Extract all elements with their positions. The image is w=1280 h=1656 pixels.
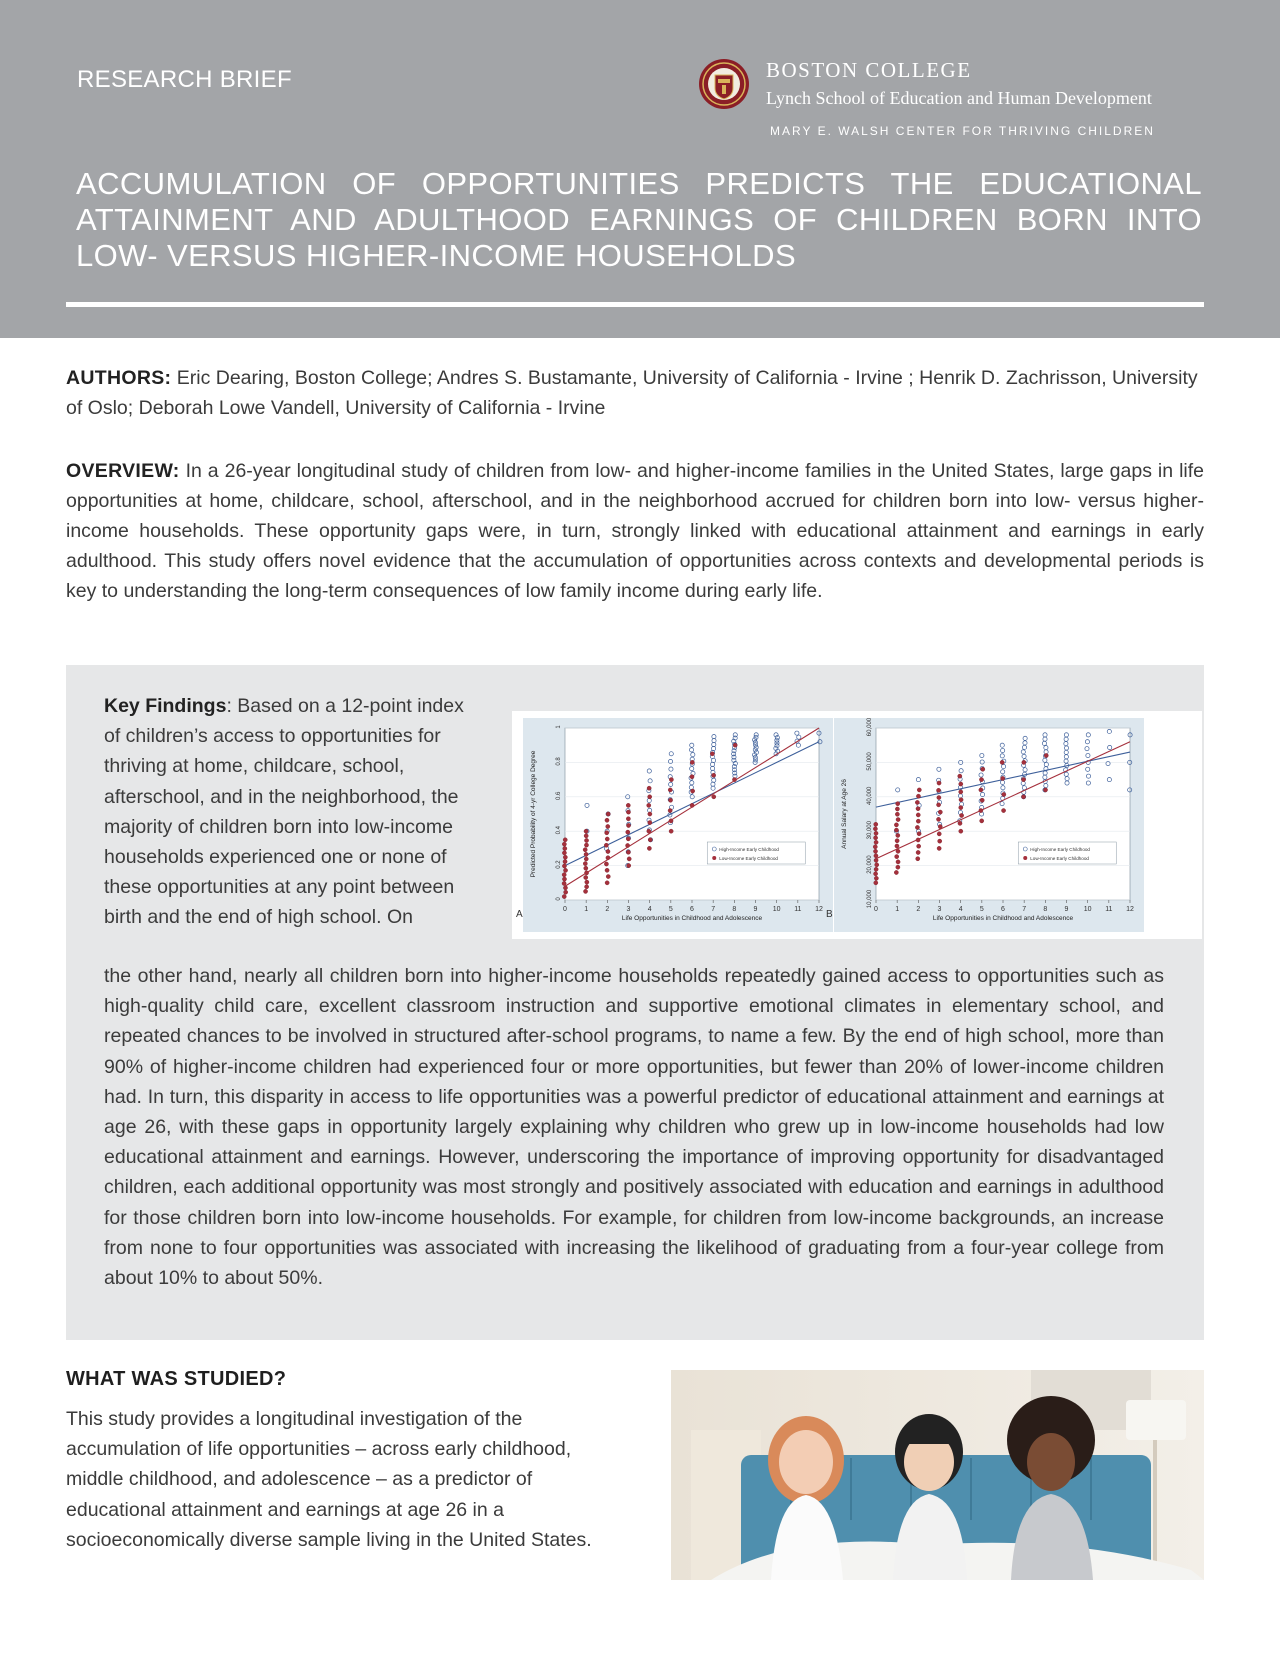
data-point-low-income	[959, 806, 963, 810]
data-point-low-income	[648, 821, 652, 825]
x-tick-label: 1	[895, 906, 900, 913]
data-point-low-income	[874, 881, 878, 885]
data-point-low-income	[627, 864, 631, 868]
data-point-low-income	[916, 857, 920, 861]
boston-college-seal-icon	[698, 58, 750, 110]
panel-b-letter: B	[826, 909, 833, 920]
legend-label: High-Income Early Childhood	[719, 847, 779, 852]
data-point-low-income	[1021, 778, 1025, 782]
data-point-low-income	[691, 789, 695, 793]
legend-marker	[712, 856, 716, 860]
data-point-low-income	[937, 795, 941, 799]
data-point-low-income	[626, 823, 630, 827]
data-point-low-income	[562, 873, 566, 877]
y-tick-label: 0.6	[556, 791, 562, 800]
data-point-low-income	[584, 829, 588, 833]
data-point-low-income	[1001, 808, 1005, 812]
data-point-low-income	[584, 843, 588, 847]
x-tick-label: 2	[916, 906, 921, 913]
data-point-low-income	[626, 803, 630, 807]
data-point-low-income	[626, 850, 630, 854]
key-findings-box	[66, 665, 1204, 1340]
data-point-low-income	[669, 778, 673, 782]
y-tick-label: 40,000	[867, 786, 873, 805]
data-point-low-income	[937, 781, 941, 785]
data-point-low-income	[648, 838, 652, 842]
data-point-low-income	[917, 832, 921, 836]
data-point-low-income	[563, 846, 567, 850]
data-point-low-income	[980, 819, 984, 823]
x-tick-label: 4	[647, 906, 652, 913]
data-point-low-income	[584, 834, 588, 838]
data-point-low-income	[875, 863, 879, 867]
header-band	[0, 0, 1280, 338]
data-point-low-income	[605, 837, 609, 841]
overview-paragraph: OVERVIEW: In a 26-year longitudinal study of children from low- and higher-income families in the United States, large gaps in life opportunities at home, childcare, school, afterschool, and in the neighborhood accrued for children born into low- versus higher-income households. These opportunity gaps were, in turn, strongly linked with educational attainment and earnings in early adulthood. This study offers novel evidence that the accumulation of opportunities across contexts and developmental periods is key to understanding the long-term consequences of low family income during early life.	[66, 460, 1204, 602]
data-point-low-income	[585, 885, 589, 889]
data-point-low-income	[937, 832, 941, 836]
plot-area	[565, 728, 819, 900]
data-point-low-income	[916, 807, 920, 811]
x-tick-label: 5	[668, 906, 673, 913]
panel-a-letter: A	[516, 909, 523, 920]
data-point-low-income	[648, 795, 652, 799]
data-point-low-income	[916, 819, 920, 823]
data-point-low-income	[647, 786, 651, 790]
x-tick-label: 11	[1105, 906, 1113, 913]
x-tick-label: 12	[815, 906, 823, 913]
chart-b	[834, 718, 1144, 932]
x-tick-label: 0	[874, 906, 878, 913]
y-tick-label: 0	[556, 897, 562, 901]
data-point-low-income	[895, 807, 899, 811]
data-point-low-income	[563, 838, 567, 842]
y-axis-label: Annual Salary at Age 26	[841, 779, 848, 849]
data-point-low-income	[979, 788, 983, 792]
data-point-low-income	[1022, 760, 1026, 764]
data-point-low-income	[562, 864, 566, 868]
data-point-low-income	[936, 788, 940, 792]
data-point-low-income	[668, 798, 672, 802]
data-point-low-income	[626, 810, 630, 814]
data-point-low-income	[584, 852, 588, 856]
data-point-low-income	[583, 848, 587, 852]
data-point-low-income	[583, 862, 587, 866]
y-tick-label: 0.4	[556, 826, 562, 835]
data-point-low-income	[584, 857, 588, 861]
data-point-low-income	[690, 775, 694, 779]
data-point-low-income	[604, 862, 608, 866]
key-findings-label: Key Findings	[104, 695, 227, 717]
data-point-low-income	[916, 794, 920, 798]
data-point-low-income	[584, 866, 588, 870]
x-tick-label: 5	[979, 906, 984, 913]
section-heading-studied: WHAT WAS STUDIED?	[66, 1368, 287, 1390]
y-tick-label: 20,000	[867, 855, 873, 874]
data-point-low-income	[627, 857, 631, 861]
x-tick-label: 3	[626, 906, 631, 913]
center-name: MARY E. WALSH CENTER FOR THRIVING CHILDREN	[770, 124, 1155, 138]
data-point-low-income	[894, 828, 898, 832]
legend-marker	[1023, 856, 1027, 860]
data-point-low-income	[874, 831, 878, 835]
y-tick-label: 0.2	[556, 860, 562, 869]
data-point-low-income	[874, 840, 878, 844]
x-tick-label: 0	[563, 906, 567, 913]
data-point-low-income	[606, 849, 610, 853]
data-point-low-income	[626, 837, 630, 841]
school-name: Lynch School of Education and Human Development	[766, 88, 1152, 108]
data-point-low-income	[690, 760, 694, 764]
data-point-low-income	[938, 810, 942, 814]
y-tick-label: 0.8	[556, 757, 562, 766]
data-point-low-income	[874, 854, 878, 858]
figure-panel	[512, 711, 1202, 939]
data-point-low-income	[896, 817, 900, 821]
data-point-low-income	[669, 829, 673, 833]
data-point-low-income	[895, 844, 899, 848]
legend-label: Low-Income Early Childhood	[719, 856, 778, 861]
y-tick-label: 10,000	[867, 889, 873, 909]
key-findings-text: the other hand, nearly all children born into higher-income households repeatedly gained access to opportunities such as high-quality child care, excellent classroom instruction and supportive emotional climates in elementary school, and repeated chances to be involved in structured after-school programs, to name a few. By the end of high school, more than 90% of higher-income children had experienced four or more opportunities, but fewer than 20% of lower-income children had. In turn, this disparity in access to life opportunities was a powerful predictor of educational attainment and earnings at age 26, with these gaps in opportunity largely explaining why children who grew up in low-income households had low educational attainment and earnings. However, underscoring the importance of improving opportunity for disadvantaged children, each additional opportunity was most strongly and positively associated with education and earnings in adulthood for those children born into low-income households. For example, for children from low-income backgrounds, an increase from none to four opportunities was associated with increasing the likelihood of graduating from a four-year college from about 10% to about 50%.	[104, 965, 1164, 1290]
studied-paragraph: This study provides a longitudinal investigation of the accumulation of life opportunities – across early childhood, middle childhood, and adolescence – as a predictor of educational attainment and earnings at age 26 in a socioeconomically diverse sample living in the United States.	[66, 1408, 592, 1551]
data-point-low-income	[1044, 753, 1048, 757]
legend-label: Low-Income Early Childhood	[1030, 856, 1089, 861]
data-point-low-income	[874, 867, 878, 871]
data-point-low-income	[710, 752, 714, 756]
data-point-low-income	[895, 839, 899, 843]
data-point-low-income	[1002, 792, 1006, 796]
data-point-low-income	[874, 876, 878, 880]
y-tick-label: 60,000	[867, 718, 873, 737]
data-point-low-income	[562, 894, 566, 898]
institution-name: BOSTON COLLEGE	[766, 58, 972, 82]
data-point-low-income	[648, 812, 652, 816]
data-point-low-income	[668, 808, 672, 812]
data-point-low-income	[606, 824, 610, 828]
data-point-low-income	[1043, 788, 1047, 792]
data-point-low-income	[873, 836, 877, 840]
data-point-low-income	[936, 803, 940, 807]
data-point-low-income	[584, 838, 588, 842]
data-point-low-income	[562, 851, 566, 855]
data-point-low-income	[937, 846, 941, 850]
data-point-low-income	[1021, 795, 1025, 799]
data-point-low-income	[584, 875, 588, 879]
y-axis-label: Predicted Probability of 4-yr College Degree	[530, 750, 537, 878]
data-point-low-income	[563, 868, 567, 872]
title-divider	[66, 302, 1204, 307]
x-tick-label: 4	[958, 906, 963, 913]
data-point-low-income	[896, 802, 900, 806]
chart-a-svg	[523, 718, 833, 932]
data-point-low-income	[605, 831, 609, 835]
document-type-label: RESEARCH BRIEF	[77, 66, 292, 93]
chart-a	[523, 718, 833, 932]
overview-label: OVERVIEW	[66, 460, 173, 482]
key-findings-intro: Key Findings: Based on a 12-point index of children’s access to opportunities for thriving at home, childcare, school, afterschool, and in the neighborhood, the majority of children born into low-income households experienced one or none of these opportunities at any point between birth and the end of high school. On	[104, 695, 464, 929]
y-tick-label: 1	[556, 725, 562, 729]
data-point-low-income	[563, 855, 567, 859]
x-tick-label: 11	[794, 906, 802, 913]
data-point-low-income	[895, 812, 899, 816]
data-point-low-income	[959, 782, 963, 786]
data-point-low-income	[936, 817, 940, 821]
x-axis-label: Life Opportunities in Childhood and Adolescence	[621, 915, 763, 922]
data-point-low-income	[981, 767, 985, 771]
data-point-low-income	[917, 844, 921, 848]
data-point-low-income	[958, 774, 962, 778]
title-line-3: LOW- VERSUS HIGHER-INCOME HOUSEHOLDS	[76, 238, 797, 273]
x-tick-label: 3	[937, 906, 942, 913]
data-point-low-income	[896, 833, 900, 837]
page-title	[76, 166, 1202, 274]
x-tick-label: 6	[690, 906, 694, 913]
data-point-low-income	[915, 800, 919, 804]
x-tick-label: 7	[711, 906, 716, 913]
data-point-low-income	[958, 821, 962, 825]
x-tick-label: 6	[1001, 906, 1005, 913]
data-point-low-income	[606, 812, 610, 816]
data-point-low-income	[562, 842, 566, 846]
x-tick-label: 10	[1083, 906, 1092, 913]
x-tick-label: 9	[1064, 906, 1069, 913]
data-point-low-income	[874, 872, 878, 876]
data-point-low-income	[959, 798, 963, 802]
data-point-low-income	[980, 798, 984, 802]
data-point-low-income	[873, 827, 877, 831]
data-point-low-income	[873, 849, 877, 853]
data-point-low-income	[563, 860, 567, 864]
y-tick-label: 50,000	[867, 752, 873, 771]
data-point-low-income	[606, 874, 610, 878]
data-point-low-income	[873, 845, 877, 849]
data-point-low-income	[564, 890, 568, 894]
x-tick-label: 1	[584, 906, 589, 913]
x-tick-label: 2	[605, 906, 610, 913]
data-point-low-income	[712, 773, 716, 777]
x-tick-label: 8	[732, 906, 737, 913]
data-point-low-income	[585, 880, 589, 884]
data-point-low-income	[874, 822, 878, 826]
data-point-low-income	[959, 829, 963, 833]
data-point-low-income	[562, 881, 566, 885]
y-tick-label: 30,000	[867, 821, 873, 840]
data-point-low-income	[979, 778, 983, 782]
children-photo	[671, 1370, 1204, 1580]
x-tick-label: 12	[1126, 906, 1134, 913]
data-point-low-income	[733, 743, 737, 747]
data-point-low-income	[917, 788, 921, 792]
data-point-low-income	[916, 813, 920, 817]
data-point-low-income	[626, 830, 630, 834]
x-axis-label: Life Opportunities in Childhood and Adolescence	[932, 915, 1074, 922]
data-point-low-income	[583, 889, 587, 893]
data-point-low-income	[626, 817, 630, 821]
chart-b-svg	[834, 718, 1144, 932]
data-point-low-income	[1001, 776, 1005, 780]
data-point-low-income	[959, 813, 963, 817]
data-point-low-income	[959, 790, 963, 794]
data-point-low-income	[647, 846, 651, 850]
data-point-low-income	[896, 865, 900, 869]
data-point-low-income	[916, 850, 920, 854]
data-point-low-income	[894, 823, 898, 827]
x-tick-label: 7	[1022, 906, 1027, 913]
data-point-low-income	[605, 881, 609, 885]
x-tick-label: 8	[1043, 906, 1048, 913]
authors-text: Eric Dearing, Boston College; Andres S. Bustamante, University of California - Irvine ; Henrik D. Zachrisson, University of Oslo; Deborah Lowe Vandell, University of California - Irvine	[66, 367, 1198, 419]
authors-label: AUTHORS:	[66, 367, 172, 389]
data-point-low-income	[605, 818, 609, 822]
x-tick-label: 10	[772, 906, 781, 913]
data-point-low-income	[895, 855, 899, 859]
data-point-low-income	[896, 860, 900, 864]
data-point-low-income	[894, 870, 898, 874]
key-findings-intro-text: Based on a 12-point index of children’s access to opportunities for thriving at home, childcare, school, afterschool, and in the neighborhood, the majority of children born into low-income households experienced one or none of these opportunities at any point between birth and the end of high school. On	[104, 695, 464, 929]
legend-label: High-Income Early Childhood	[1030, 847, 1090, 852]
title-line-1: ACCUMULATION OF OPPORTUNITIES PREDICTS THE EDUCATIONAL	[76, 166, 1202, 201]
data-point-low-income	[938, 839, 942, 843]
data-point-low-income	[605, 868, 609, 872]
title-line-2: ATTAINMENT AND ADULTHOOD EARNINGS OF CHILDREN BORN INTO	[76, 202, 1202, 237]
data-point-low-income	[604, 843, 608, 847]
data-point-low-income	[1000, 760, 1004, 764]
overview-text: In a 26-year longitudinal study of children from low- and higher-income families in the United States, large gaps in life opportunities at home, childcare, school, afterschool, and in the neighborhood accrued for children born into low- versus higher-income households. These opportunity gaps were, in turn, strongly linked with educational attainment and earnings in early adulthood. This study offers novel evidence that the accumulation of opportunities across contexts and developmental periods is key to understanding the long-term consequences of low family income during early life.	[66, 460, 1204, 602]
data-point-low-income	[712, 795, 716, 799]
data-point-low-income	[915, 825, 919, 829]
data-point-low-income	[668, 788, 672, 792]
data-point-low-income	[562, 877, 566, 881]
x-tick-label: 9	[753, 906, 758, 913]
data-point-low-income	[647, 803, 651, 807]
authors-paragraph	[66, 363, 1204, 423]
